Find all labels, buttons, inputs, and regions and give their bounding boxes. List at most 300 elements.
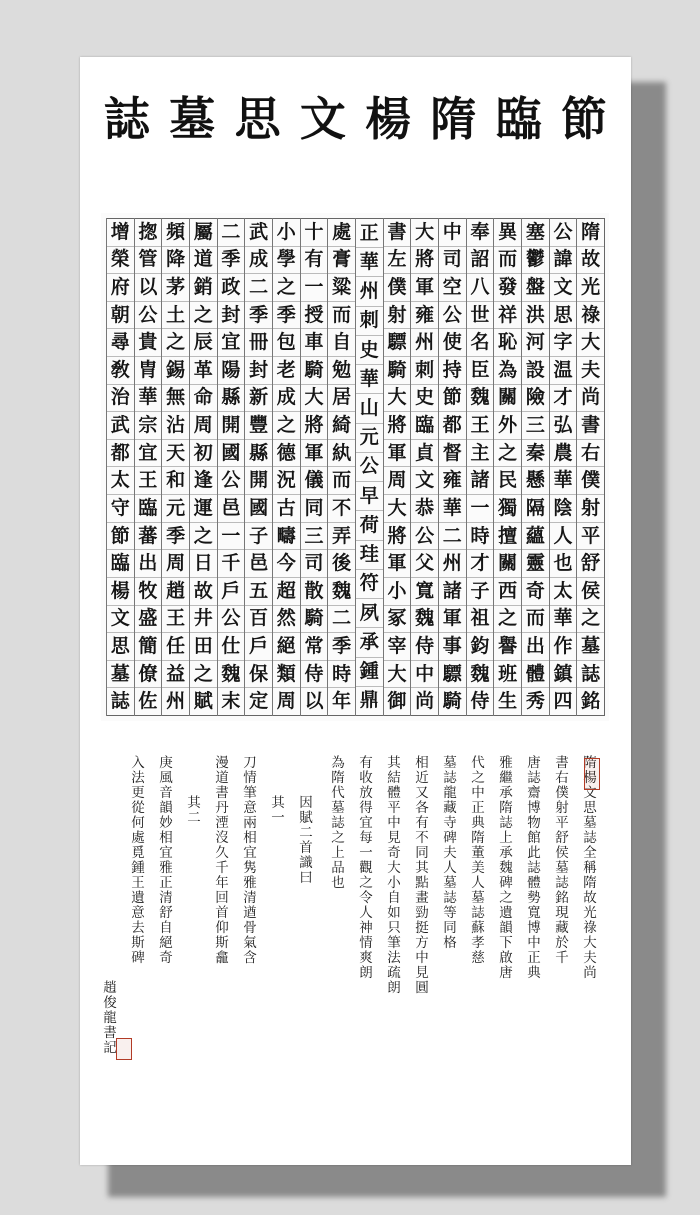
inscription-column: 其結體平中見奇大小自如只筆法疏朗 — [384, 755, 400, 995]
grid-cell: 恭 — [411, 495, 438, 523]
grid-column — [493, 218, 521, 716]
title-char: 文 — [299, 92, 346, 146]
grid-cell: 事 — [439, 633, 466, 661]
grid-cell: 定 — [245, 688, 272, 716]
grid-cell: 御 — [384, 688, 411, 716]
grid-cell: 超 — [273, 578, 300, 606]
grid-cell: 銘 — [577, 688, 604, 716]
grid-cell: 銷 — [190, 274, 217, 302]
grid-cell: 太 — [550, 578, 577, 606]
grid-cell: 紈 — [328, 440, 355, 468]
grid-cell: 絕 — [273, 633, 300, 661]
grid-cell: 大 — [411, 218, 438, 247]
grid-cell: 粱 — [328, 274, 355, 302]
grid-cell: 司 — [439, 247, 466, 275]
grid-cell: 洪 — [522, 302, 549, 330]
grid-cell: 雍 — [411, 302, 438, 330]
grid-cell: 州 — [162, 688, 189, 716]
grid-cell: 夙 — [356, 599, 383, 628]
grid-cell: 軍 — [301, 440, 328, 468]
grid-cell: 公 — [550, 218, 577, 247]
grid-cell: 縣 — [245, 440, 272, 468]
grid-cell: 牧 — [135, 578, 162, 606]
grid-cell: 而 — [494, 247, 521, 275]
grid-cell: 國 — [218, 440, 245, 468]
grid-cell: 使 — [439, 329, 466, 357]
grid-cell: 都 — [107, 440, 134, 468]
grid-column — [383, 218, 411, 716]
grid-cell: 諸 — [467, 467, 494, 495]
grid-cell: 楊 — [107, 578, 134, 606]
grid-cell: 二 — [218, 218, 245, 247]
grid-cell: 史 — [356, 336, 383, 365]
grid-cell: 初 — [190, 440, 217, 468]
grid-cell: 秀 — [522, 688, 549, 716]
grid-cell: 三 — [301, 523, 328, 551]
grid-cell: 小 — [273, 218, 300, 247]
seal-stamp-top — [584, 758, 600, 790]
grid-cell: 政 — [218, 274, 245, 302]
grid-cell: 頻 — [162, 218, 189, 247]
grid-cell: 出 — [135, 550, 162, 578]
grid-cell: 墓 — [577, 633, 604, 661]
inscription-column: 漫道書丹湮沒久千年回首仰斯龕 — [212, 755, 228, 965]
grid-cell: 平 — [577, 523, 604, 551]
grid-cell: 公 — [439, 302, 466, 330]
grid-cell: 王 — [467, 412, 494, 440]
grid-cell: 將 — [384, 523, 411, 551]
grid-cell: 陽 — [218, 357, 245, 385]
grid-cell: 舒 — [577, 550, 604, 578]
grid-cell: 之 — [162, 329, 189, 357]
grid-cell: 仕 — [218, 633, 245, 661]
page-title — [98, 88, 613, 150]
grid-cell: 詔 — [467, 247, 494, 275]
grid-cell: 臨 — [107, 550, 134, 578]
grid-cell: 字 — [550, 329, 577, 357]
grid-cell: 州 — [411, 329, 438, 357]
grid-cell: 祿 — [577, 302, 604, 330]
grid-cell: 散 — [301, 578, 328, 606]
grid-cell: 二 — [245, 274, 272, 302]
character-grid — [106, 218, 605, 716]
grid-cell: 州 — [439, 550, 466, 578]
inscription-column: 相近又各有不同其點畫勁挺方中見圓 — [412, 755, 428, 995]
grid-cell: 千 — [218, 550, 245, 578]
grid-cell: 譽 — [494, 633, 521, 661]
grid-cell: 王 — [135, 467, 162, 495]
grid-cell: 承 — [356, 628, 383, 657]
grid-cell: 冢 — [384, 606, 411, 634]
grid-cell: 寬 — [411, 578, 438, 606]
grid-cell: 文 — [550, 274, 577, 302]
grid-cell: 子 — [245, 523, 272, 551]
grid-cell: 雍 — [439, 467, 466, 495]
grid-cell: 邑 — [245, 550, 272, 578]
grid-column — [576, 218, 604, 716]
grid-cell: 而 — [328, 467, 355, 495]
grid-cell: 公 — [135, 302, 162, 330]
grid-cell: 二 — [328, 606, 355, 634]
grid-cell: 新 — [245, 385, 272, 413]
seal-stamp-signature — [116, 1038, 132, 1060]
inscription-column: 因賦二首識曰 — [296, 795, 312, 885]
grid-cell: 之 — [273, 412, 300, 440]
grid-cell: 中 — [411, 661, 438, 689]
grid-cell: 尚 — [577, 385, 604, 413]
grid-cell: 僕 — [577, 467, 604, 495]
grid-cell: 節 — [107, 523, 134, 551]
grid-cell: 包 — [273, 329, 300, 357]
grid-cell: 簡 — [135, 633, 162, 661]
grid-cell: 勉 — [328, 357, 355, 385]
grid-cell: 空 — [439, 274, 466, 302]
grid-cell: 降 — [162, 247, 189, 275]
grid-cell: 祖 — [467, 606, 494, 634]
grid-cell: 之 — [494, 440, 521, 468]
grid-cell: 朝 — [107, 302, 134, 330]
inscription-column: 唐誌齋博物館此誌體勢寬博中正典 — [524, 755, 540, 980]
grid-cell: 魏 — [411, 606, 438, 634]
grid-cell: 益 — [162, 661, 189, 689]
grid-column — [355, 218, 383, 716]
title-char: 隋 — [430, 92, 477, 146]
grid-cell: 然 — [273, 606, 300, 634]
grid-cell: 軍 — [384, 550, 411, 578]
grid-cell: 刺 — [411, 357, 438, 385]
grid-column — [521, 218, 549, 716]
inscription-column: 刀情筆意兩相宜隽雅清遒骨氣含 — [240, 755, 256, 965]
grid-cell: 山 — [356, 394, 383, 423]
grid-column — [161, 218, 189, 716]
grid-cell: 靈 — [522, 550, 549, 578]
inscription-column: 其二 — [184, 795, 200, 825]
grid-cell: 之 — [494, 606, 521, 634]
grid-cell: 秦 — [522, 440, 549, 468]
grid-cell: 騎 — [301, 357, 328, 385]
grid-cell: 誌 — [107, 688, 134, 716]
grid-cell: 膏 — [328, 247, 355, 275]
grid-cell: 關 — [494, 385, 521, 413]
grid-cell: 一 — [218, 523, 245, 551]
grid-cell: 沾 — [162, 412, 189, 440]
grid-cell: 射 — [577, 495, 604, 523]
grid-column — [217, 218, 245, 716]
grid-cell: 魏 — [218, 661, 245, 689]
grid-cell: 僚 — [135, 661, 162, 689]
grid-cell: 成 — [245, 247, 272, 275]
grid-cell: 懸 — [522, 467, 549, 495]
grid-cell: 臣 — [467, 357, 494, 385]
grid-cell: 光 — [577, 274, 604, 302]
inscription-column: 書右僕射平舒侯墓誌銘現藏於千 — [552, 755, 568, 965]
grid-cell: 尋 — [107, 329, 134, 357]
grid-cell: 諱 — [550, 247, 577, 275]
grid-cell: 一 — [301, 274, 328, 302]
grid-cell: 五 — [245, 578, 272, 606]
grid-cell: 後 — [328, 550, 355, 578]
grid-cell: 宜 — [135, 440, 162, 468]
grid-cell: 父 — [411, 550, 438, 578]
grid-cell: 屬 — [190, 218, 217, 247]
grid-cell: 元 — [162, 495, 189, 523]
grid-cell: 驃 — [384, 329, 411, 357]
grid-cell: 武 — [107, 412, 134, 440]
grid-cell: 周 — [384, 467, 411, 495]
grid-cell: 季 — [162, 523, 189, 551]
grid-cell: 以 — [135, 274, 162, 302]
grid-cell: 陰 — [550, 495, 577, 523]
grid-cell: 都 — [439, 412, 466, 440]
inscription-column: 庚風音韻妙相宜雅正清舒自絕奇 — [156, 755, 172, 965]
grid-cell: 外 — [494, 412, 521, 440]
grid-cell: 戶 — [245, 633, 272, 661]
grid-cell: 錫 — [162, 357, 189, 385]
grid-cell: 子 — [467, 578, 494, 606]
grid-cell: 設 — [522, 357, 549, 385]
grid-cell: 之 — [273, 274, 300, 302]
grid-cell: 州 — [356, 277, 383, 306]
grid-cell: 常 — [301, 633, 328, 661]
grid-cell: 居 — [328, 385, 355, 413]
grid-column — [189, 218, 217, 716]
grid-cell: 將 — [301, 412, 328, 440]
grid-cell: 周 — [162, 550, 189, 578]
grid-cell: 為 — [494, 357, 521, 385]
grid-cell: 田 — [190, 633, 217, 661]
inscription-column: 其一 — [268, 795, 284, 825]
grid-cell: 將 — [384, 412, 411, 440]
grid-cell: 恥 — [494, 329, 521, 357]
grid-cell: 公 — [411, 523, 438, 551]
title-char: 楊 — [365, 92, 412, 146]
grid-cell: 右 — [577, 440, 604, 468]
grid-cell: 天 — [162, 440, 189, 468]
grid-cell: 侍 — [411, 633, 438, 661]
grid-cell: 騎 — [439, 688, 466, 716]
grid-cell: 書 — [384, 218, 411, 247]
grid-cell: 大 — [577, 329, 604, 357]
grid-cell: 才 — [467, 550, 494, 578]
grid-cell: 古 — [273, 495, 300, 523]
grid-cell: 命 — [190, 385, 217, 413]
grid-cell: 尚 — [411, 688, 438, 716]
grid-cell: 鍾 — [356, 658, 383, 687]
grid-cell: 保 — [245, 661, 272, 689]
grid-cell: 季 — [245, 302, 272, 330]
grid-cell: 百 — [245, 606, 272, 634]
grid-cell: 驃 — [439, 661, 466, 689]
grid-cell: 射 — [384, 302, 411, 330]
grid-cell: 奉 — [467, 218, 494, 247]
grid-cell: 將 — [411, 247, 438, 275]
grid-cell: 文 — [107, 606, 134, 634]
grid-cell: 成 — [273, 385, 300, 413]
grid-cell: 刺 — [356, 307, 383, 336]
grid-cell: 之 — [577, 606, 604, 634]
inscription-column: 為隋代墓誌之上品也 — [328, 755, 344, 890]
grid-cell: 公 — [356, 453, 383, 482]
grid-cell: 荷 — [356, 511, 383, 540]
title-char: 臨 — [495, 92, 542, 146]
calligraphy-grid-panel — [101, 213, 609, 721]
grid-cell: 世 — [467, 302, 494, 330]
grid-cell: 鼎 — [356, 687, 383, 716]
grid-cell: 運 — [190, 495, 217, 523]
grid-cell: 諸 — [439, 578, 466, 606]
grid-cell: 封 — [245, 357, 272, 385]
grid-cell: 趙 — [162, 578, 189, 606]
grid-cell: 三 — [522, 412, 549, 440]
grid-cell: 開 — [245, 467, 272, 495]
grid-cell: 才 — [550, 385, 577, 413]
grid-cell: 類 — [273, 661, 300, 689]
grid-cell: 授 — [301, 302, 328, 330]
grid-column — [327, 218, 355, 716]
grid-cell: 車 — [301, 329, 328, 357]
grid-cell: 封 — [218, 302, 245, 330]
grid-cell: 貴 — [135, 329, 162, 357]
inscription-column: 有收放得宜每一觀之令人神情爽朗 — [356, 755, 372, 980]
inscription-column: 趙俊龍書記 — [100, 980, 116, 1055]
grid-cell: 揔 — [135, 218, 162, 247]
grid-cell: 奇 — [522, 578, 549, 606]
grid-cell: 八 — [467, 274, 494, 302]
grid-cell: 生 — [494, 688, 521, 716]
grid-cell: 四 — [550, 688, 577, 716]
grid-cell: 之 — [190, 523, 217, 551]
grid-cell: 出 — [522, 633, 549, 661]
grid-cell: 魏 — [328, 578, 355, 606]
grid-cell: 華 — [550, 606, 577, 634]
grid-cell: 華 — [356, 365, 383, 394]
title-char: 墓 — [169, 92, 216, 146]
grid-cell: 以 — [301, 688, 328, 716]
grid-cell: 關 — [494, 550, 521, 578]
grid-cell: 盛 — [135, 606, 162, 634]
grid-cell: 華 — [439, 495, 466, 523]
grid-cell: 司 — [301, 550, 328, 578]
grid-cell: 督 — [439, 440, 466, 468]
grid-cell: 農 — [550, 440, 577, 468]
grid-cell: 蕃 — [135, 523, 162, 551]
grid-cell: 書 — [577, 412, 604, 440]
grid-cell: 軍 — [384, 440, 411, 468]
grid-cell: 騎 — [384, 357, 411, 385]
grid-cell: 周 — [190, 412, 217, 440]
grid-column — [438, 218, 466, 716]
grid-cell: 佐 — [135, 688, 162, 716]
grid-cell: 主 — [467, 440, 494, 468]
grid-cell: 時 — [467, 523, 494, 551]
grid-cell: 冊 — [245, 329, 272, 357]
grid-cell: 墓 — [107, 661, 134, 689]
grid-cell: 侍 — [467, 688, 494, 716]
grid-cell: 榮 — [107, 247, 134, 275]
grid-cell: 而 — [522, 606, 549, 634]
grid-cell: 思 — [107, 633, 134, 661]
grid-cell: 敎 — [107, 357, 134, 385]
grid-cell: 河 — [522, 329, 549, 357]
grid-cell: 之 — [190, 661, 217, 689]
grid-cell: 隔 — [522, 495, 549, 523]
grid-cell: 年 — [328, 688, 355, 716]
grid-cell: 管 — [135, 247, 162, 275]
grid-cell: 擅 — [494, 523, 521, 551]
grid-cell: 道 — [190, 247, 217, 275]
grid-column — [106, 218, 134, 716]
grid-column — [466, 218, 494, 716]
grid-cell: 人 — [550, 523, 577, 551]
grid-cell: 日 — [190, 550, 217, 578]
grid-cell: 逢 — [190, 467, 217, 495]
grid-cell: 軍 — [439, 606, 466, 634]
grid-cell: 任 — [162, 633, 189, 661]
grid-cell: 發 — [494, 274, 521, 302]
inscription-column: 墓誌龍藏寺碑夫人墓誌等同格 — [440, 755, 456, 950]
grid-column — [410, 218, 438, 716]
grid-cell: 史 — [411, 385, 438, 413]
grid-cell: 和 — [162, 467, 189, 495]
grid-cell: 王 — [162, 606, 189, 634]
grid-cell: 故 — [190, 578, 217, 606]
grid-cell: 季 — [328, 633, 355, 661]
grid-cell: 大 — [384, 385, 411, 413]
grid-cell: 開 — [218, 412, 245, 440]
grid-cell: 也 — [550, 550, 577, 578]
grid-cell: 周 — [273, 688, 300, 716]
grid-cell: 而 — [328, 302, 355, 330]
grid-cell: 班 — [494, 661, 521, 689]
grid-cell: 公 — [218, 467, 245, 495]
grid-cell: 隋 — [577, 218, 604, 247]
grid-cell: 祥 — [494, 302, 521, 330]
grid-cell: 井 — [190, 606, 217, 634]
grid-cell: 胄 — [135, 357, 162, 385]
grid-cell: 弘 — [550, 412, 577, 440]
grid-cell: 革 — [190, 357, 217, 385]
grid-cell: 華 — [550, 467, 577, 495]
title-char: 誌 — [104, 92, 150, 146]
grid-cell: 西 — [494, 578, 521, 606]
grid-cell: 盤 — [522, 274, 549, 302]
grid-cell: 豐 — [245, 412, 272, 440]
inscription-text — [100, 755, 600, 1150]
grid-cell: 蘊 — [522, 523, 549, 551]
grid-cell: 國 — [245, 495, 272, 523]
grid-cell: 故 — [577, 247, 604, 275]
grid-column — [300, 218, 328, 716]
grid-column — [272, 218, 300, 716]
grid-cell: 時 — [328, 661, 355, 689]
grid-cell: 有 — [301, 247, 328, 275]
inscription-column: 隋楊文思墓誌全稱隋故光祿大夫尚 — [580, 755, 596, 980]
grid-column — [244, 218, 272, 716]
grid-cell: 臨 — [411, 412, 438, 440]
grid-cell: 大 — [301, 385, 328, 413]
grid-cell: 魏 — [467, 385, 494, 413]
grid-cell: 二 — [439, 523, 466, 551]
grid-cell: 持 — [439, 357, 466, 385]
grid-cell: 無 — [162, 385, 189, 413]
grid-cell: 武 — [245, 218, 272, 247]
grid-cell: 作 — [550, 633, 577, 661]
grid-column — [134, 218, 162, 716]
grid-cell: 之 — [190, 302, 217, 330]
grid-cell: 中 — [439, 218, 466, 247]
grid-cell: 僕 — [384, 274, 411, 302]
grid-cell: 不 — [328, 495, 355, 523]
